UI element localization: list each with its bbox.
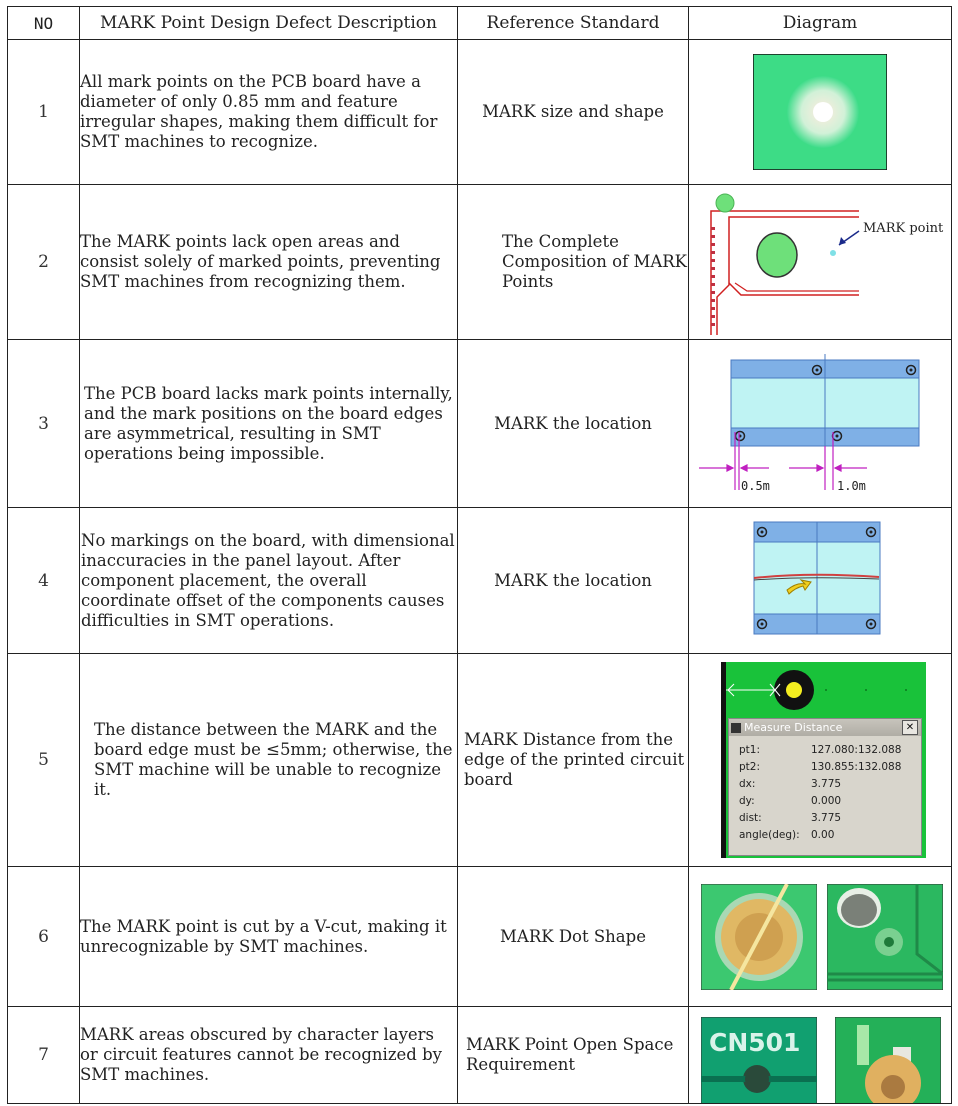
diagram-cell: [689, 340, 952, 508]
mark-center: [813, 102, 833, 122]
field-row: angle(deg): 0.00: [739, 829, 835, 841]
obscured-photos: [701, 1017, 951, 1103]
header-diagram: Diagram: [689, 7, 952, 40]
row-reference: MARK Distance from the edge of the printed circuit board: [458, 654, 689, 867]
mark-composition-diagram: [689, 187, 951, 337]
row-description: MARK areas obscured by character layers or circuit features cannot be recognized by SMT machines.: [80, 1007, 458, 1104]
row-description: The PCB board lacks mark points internally, and the mark positions on the board edges are asymmetrical, resulting in SMT operations being impossible.: [80, 340, 458, 508]
row-description: The MARK point is cut by a V-cut, making it unrecognizable by SMT machines.: [80, 867, 458, 1007]
row-description: No markings on the board, with dimensional inaccuracies in the panel layout. After component placement, the overall coordinate offset of the components causes difficulties in SMT operations.: [80, 508, 458, 654]
close-button[interactable]: ✕: [902, 720, 918, 735]
trace: [729, 283, 859, 295]
mark-dot: [786, 682, 802, 698]
row-reference: MARK the location: [458, 340, 689, 508]
field-row: dist: 3.775: [739, 812, 842, 824]
row-reference: MARK Point Open Space Requirement: [458, 1007, 689, 1104]
row-description: All mark points on the PCB board have a diameter of only 0.85 mm and feature irregular shapes, making them difficult for SMT machines to recognize.: [80, 40, 458, 185]
row-number: 2: [8, 185, 80, 340]
defect-table: [7, 6, 952, 1104]
row-reference: The Complete Composition of MARK Points: [458, 185, 689, 340]
header-row: [8, 7, 952, 40]
mark-location-diagram-offset: [689, 510, 951, 652]
field-row: pt2: 130.855:132.088: [739, 761, 902, 773]
trace: [735, 283, 859, 291]
silk-text: CN501: [709, 1028, 801, 1057]
diagram-cell: [689, 508, 952, 654]
row-number: 7: [8, 1007, 80, 1104]
field-row: dx: 3.775: [739, 778, 842, 790]
dialog-titlebar: [729, 719, 921, 736]
diagram-cell: [689, 185, 952, 340]
diagram-cell: [689, 867, 952, 1007]
row-reference: MARK the location: [458, 508, 689, 654]
vcut-photo-left: [701, 884, 817, 990]
header-no: NO: [8, 7, 80, 40]
mark-point-label: MARK point: [863, 221, 944, 236]
table-row: [8, 1007, 952, 1104]
mark-pad: [757, 233, 797, 277]
silkscreen-photo: [701, 1017, 817, 1103]
measure-screenshot: [721, 662, 926, 858]
header-description: MARK Point Design Defect Description: [80, 7, 458, 40]
row-reference: MARK size and shape: [458, 40, 689, 185]
corner-pad: [716, 194, 734, 212]
diagram-cell: [689, 654, 952, 867]
table-row: [8, 40, 952, 185]
table-row: [8, 654, 952, 867]
app-icon: [731, 723, 741, 733]
mark-location-diagram-asym: [689, 342, 951, 506]
row-description: The distance between the MARK and the board edge must be ≤5mm; otherwise, the SMT machine will be unable to recognize it.: [80, 654, 458, 867]
field-row: pt1: 127.080:132.088: [739, 744, 902, 756]
row-number: 4: [8, 508, 80, 654]
dialog-fields: [729, 736, 921, 844]
field-row: dy: 0.000: [739, 795, 842, 807]
row-reference: MARK Dot Shape: [458, 867, 689, 1007]
vcut-photos: [701, 884, 951, 990]
row-number: 5: [8, 654, 80, 867]
trace: [717, 217, 859, 335]
table-row: [8, 340, 952, 508]
table-row: [8, 867, 952, 1007]
diagram-cell: [689, 40, 952, 185]
trace-photo: [835, 1017, 941, 1103]
mark-size-diagram: [753, 54, 887, 170]
vcut-photo-right: [827, 884, 943, 990]
table-row: [8, 185, 952, 340]
dimension-label: 1.0m: [837, 478, 866, 493]
row-number: 3: [8, 340, 80, 508]
measure-dialog: [728, 718, 922, 856]
diagram-cell: [689, 1007, 952, 1104]
header-reference: Reference Standard: [458, 7, 689, 40]
row-number: 6: [8, 867, 80, 1007]
row-description: The MARK points lack open areas and consist solely of marked points, preventing SMT machines from recognizing them.: [80, 185, 458, 340]
dimension-label: 0.5m: [741, 478, 770, 493]
dialog-title: Measure Distance: [744, 721, 843, 734]
mark-dot: [830, 250, 836, 256]
row-number: 1: [8, 40, 80, 185]
table-row: [8, 508, 952, 654]
